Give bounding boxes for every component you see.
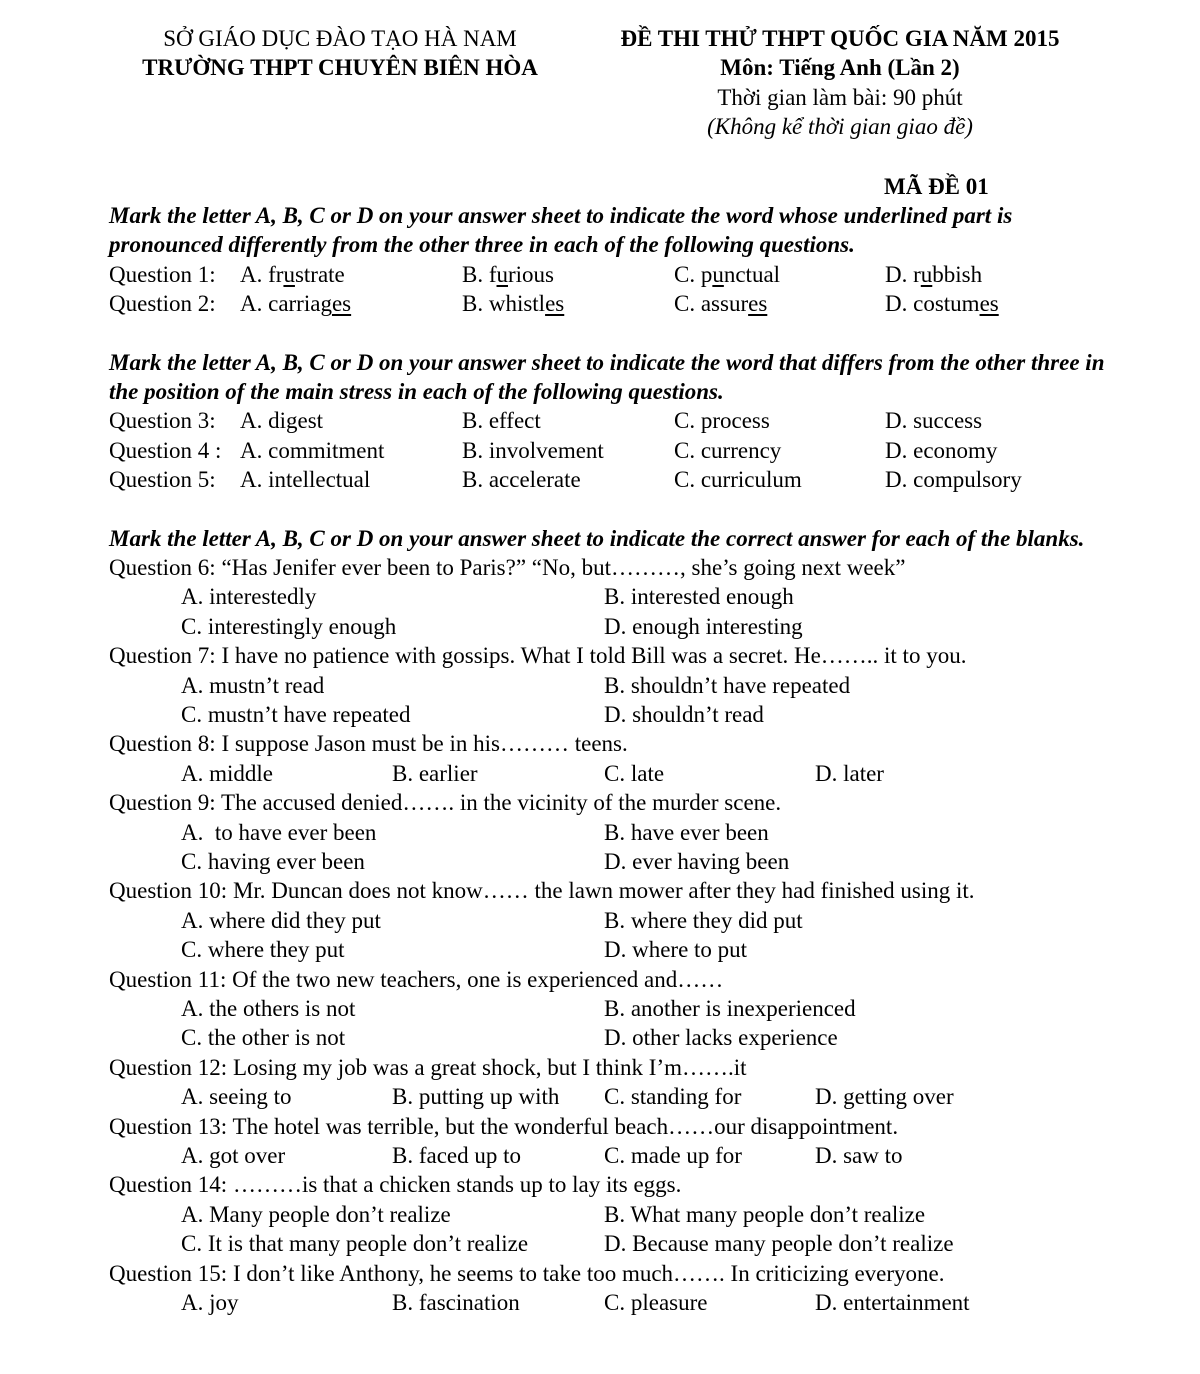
underlined-part: u <box>920 261 933 287</box>
option-c: C. curriculum <box>674 467 802 493</box>
option-d: D. ever having been <box>604 848 790 874</box>
options-row <box>109 1141 1109 1170</box>
question-number: Question 2: <box>109 291 216 317</box>
option-d: D. compulsory <box>885 467 1022 493</box>
option-a: A. mustn’t read <box>181 672 325 698</box>
header-left <box>110 24 570 83</box>
options-row <box>109 612 1109 641</box>
exam-subject: Môn: Tiếng Anh (Lần 2) <box>720 55 960 81</box>
option-d: D. other lacks experience <box>604 1025 838 1051</box>
option-a: A. seeing to <box>181 1084 292 1110</box>
option-c: C. late <box>604 760 665 786</box>
option-d: D. costumes <box>885 291 999 317</box>
option-b: B. What many people don’t realize <box>604 1201 926 1227</box>
options-row <box>109 1200 1109 1229</box>
option-c: C. having ever been <box>181 848 365 874</box>
option-d: D. where to put <box>604 937 748 963</box>
question-row <box>109 289 1109 318</box>
question-row <box>109 436 1109 465</box>
option-a: A. digest <box>240 408 324 434</box>
question-row <box>109 406 1109 435</box>
question-text: Question 13: The hotel was terrible, but the wonderful beach……our disappointment. <box>109 1113 899 1139</box>
question-text: Question 12: Losing my job was a great shock, but I think I’m…….it <box>109 1054 747 1080</box>
option-d: D. entertainment <box>815 1289 970 1315</box>
option-d: D. Because many people don’t realize <box>604 1231 954 1257</box>
question-number: Question 1: <box>109 261 216 287</box>
question-text: Question 9: The accused denied……. in the vicinity of the murder scene. <box>109 790 782 816</box>
question-text: Question 11: Of the two new teachers, one is experienced and…… <box>109 966 724 992</box>
options-row <box>109 671 1109 700</box>
option-d: D. later <box>815 760 884 786</box>
exam-code: MÃ ĐỀ 01 <box>884 174 989 199</box>
option-c: C. standing for <box>604 1084 742 1110</box>
options-row <box>109 759 1109 788</box>
option-a: A. middle <box>181 760 273 786</box>
header-right <box>590 24 1090 142</box>
option-c: C. assures <box>674 291 768 317</box>
option-a: A. joy <box>181 1289 239 1315</box>
exam-header <box>0 24 1200 174</box>
option-a: A. the others is not <box>181 995 356 1021</box>
spacer <box>109 319 1109 348</box>
option-c: C. currency <box>674 437 782 463</box>
question-text: Question 10: Mr. Duncan does not know…… the lawn mower after they had finished using it. <box>109 878 975 904</box>
option-a: A. to have ever been <box>181 819 377 845</box>
option-c: C. interestingly enough <box>181 613 397 639</box>
option-c: C. pleasure <box>604 1289 708 1315</box>
underlined-part: es <box>748 291 768 317</box>
options-row <box>109 906 1109 935</box>
option-b: B. fascination <box>392 1289 520 1315</box>
exam-time: Thời gian làm bài: 90 phút <box>717 84 963 110</box>
underlined-part: es <box>545 291 565 317</box>
option-a: A. got over <box>181 1142 286 1168</box>
option-d: D. success <box>885 408 983 434</box>
underlined-part: es <box>331 291 352 317</box>
question-text: Question 14: ………is that a chicken stands up to lay its eggs. <box>109 1172 682 1198</box>
option-a: A. interestedly <box>181 584 317 610</box>
question-number: Question 5: <box>109 467 216 493</box>
option-d: D. shouldn’t read <box>604 701 764 727</box>
option-b: B. furious <box>462 261 554 287</box>
option-c: C. It is that many people don’t realize <box>181 1231 529 1257</box>
option-d: D. saw to <box>815 1142 903 1168</box>
options-row <box>109 818 1109 847</box>
question-text: Question 7: I have no patience with gossips. What I told Bill was a secret. He…….. it to you. <box>109 643 967 669</box>
option-d: D. enough interesting <box>604 613 803 639</box>
question-text: Question 6: “Has Jenifer ever been to Paris?” “No, but………, she’s going next week” <box>109 554 906 580</box>
options-row <box>109 847 1109 876</box>
option-a: A. frustrate <box>240 261 345 287</box>
option-b: B. shouldn’t have repeated <box>604 672 851 698</box>
option-c: C. process <box>674 408 770 434</box>
question-text: Question 8: I suppose Jason must be in his……… teens. <box>109 731 628 757</box>
option-b: B. interested enough <box>604 584 794 610</box>
exam-title: ĐỀ THI THỬ THPT QUỐC GIA NĂM 2015 <box>620 26 1060 51</box>
options-row <box>109 1082 1109 1111</box>
option-c: C. the other is not <box>181 1025 346 1051</box>
question-row <box>109 465 1109 494</box>
question-row <box>109 260 1109 289</box>
option-c: C. where they put <box>181 937 345 963</box>
option-c: C. punctual <box>674 261 781 287</box>
school-name: TRƯỜNG THPT CHUYÊN BIÊN HÒA <box>142 55 538 81</box>
question-number: Question 4 : <box>109 437 222 463</box>
option-b: B. accelerate <box>462 467 581 493</box>
options-row <box>109 582 1109 611</box>
options-row <box>109 935 1109 964</box>
spacer <box>109 495 1109 524</box>
option-b: B. earlier <box>392 760 478 786</box>
exam-content <box>109 201 1109 1317</box>
option-d: D. economy <box>885 437 998 463</box>
option-d: D. rubbish <box>885 261 983 287</box>
option-c: C. mustn’t have repeated <box>181 701 411 727</box>
blanks-instruction: Mark the letter A, B, C or D on your answer sheet to indicate the correct answer for each of the blanks. <box>109 525 1085 551</box>
option-b: B. faced up to <box>392 1142 522 1168</box>
options-row <box>109 994 1109 1023</box>
option-b: B. involvement <box>462 437 604 463</box>
question-number: Question 3: <box>109 408 216 434</box>
underlined-part: u <box>712 261 724 287</box>
underlined-part: u <box>496 261 508 287</box>
option-b: B. effect <box>462 408 541 434</box>
options-row <box>109 1229 1109 1258</box>
option-b: B. putting up with <box>392 1084 560 1110</box>
pronunciation-instruction: Mark the letter A, B, C or D on your answer sheet to indicate the word whose underlined part is pronounced differently from the other three in each of the following questions. <box>109 203 1013 258</box>
option-a: A. where did they put <box>181 907 381 933</box>
option-a: A. Many people don’t realize <box>181 1201 451 1227</box>
stress-instruction: Mark the letter A, B, C or D on your answer sheet to indicate the word that differs from the other three in the position of the main stress in each of the following questions. <box>109 349 1105 404</box>
option-d: D. getting over <box>815 1084 954 1110</box>
option-b: B. where they did put <box>604 907 803 933</box>
option-b: B. another is inexperienced <box>604 995 856 1021</box>
option-a: A. commitment <box>240 437 385 463</box>
question-text: Question 15: I don’t like Anthony, he seems to take too much……. In criticizing everyone. <box>109 1260 945 1286</box>
option-a: A. intellectual <box>240 467 371 493</box>
underlined-part: u <box>283 261 295 287</box>
options-row <box>109 1288 1109 1317</box>
department-name: SỞ GIÁO DỤC ĐÀO TẠO HÀ NAM <box>163 26 517 51</box>
options-row <box>109 700 1109 729</box>
option-c: C. made up for <box>604 1142 742 1168</box>
option-a: A. carriages <box>240 291 352 317</box>
option-b: B. have ever been <box>604 819 769 845</box>
underlined-part: es <box>979 291 999 317</box>
exam-time-note: (Không kể thời gian giao đề) <box>707 114 973 140</box>
options-row <box>109 1023 1109 1052</box>
option-b: B. whistles <box>462 291 565 317</box>
